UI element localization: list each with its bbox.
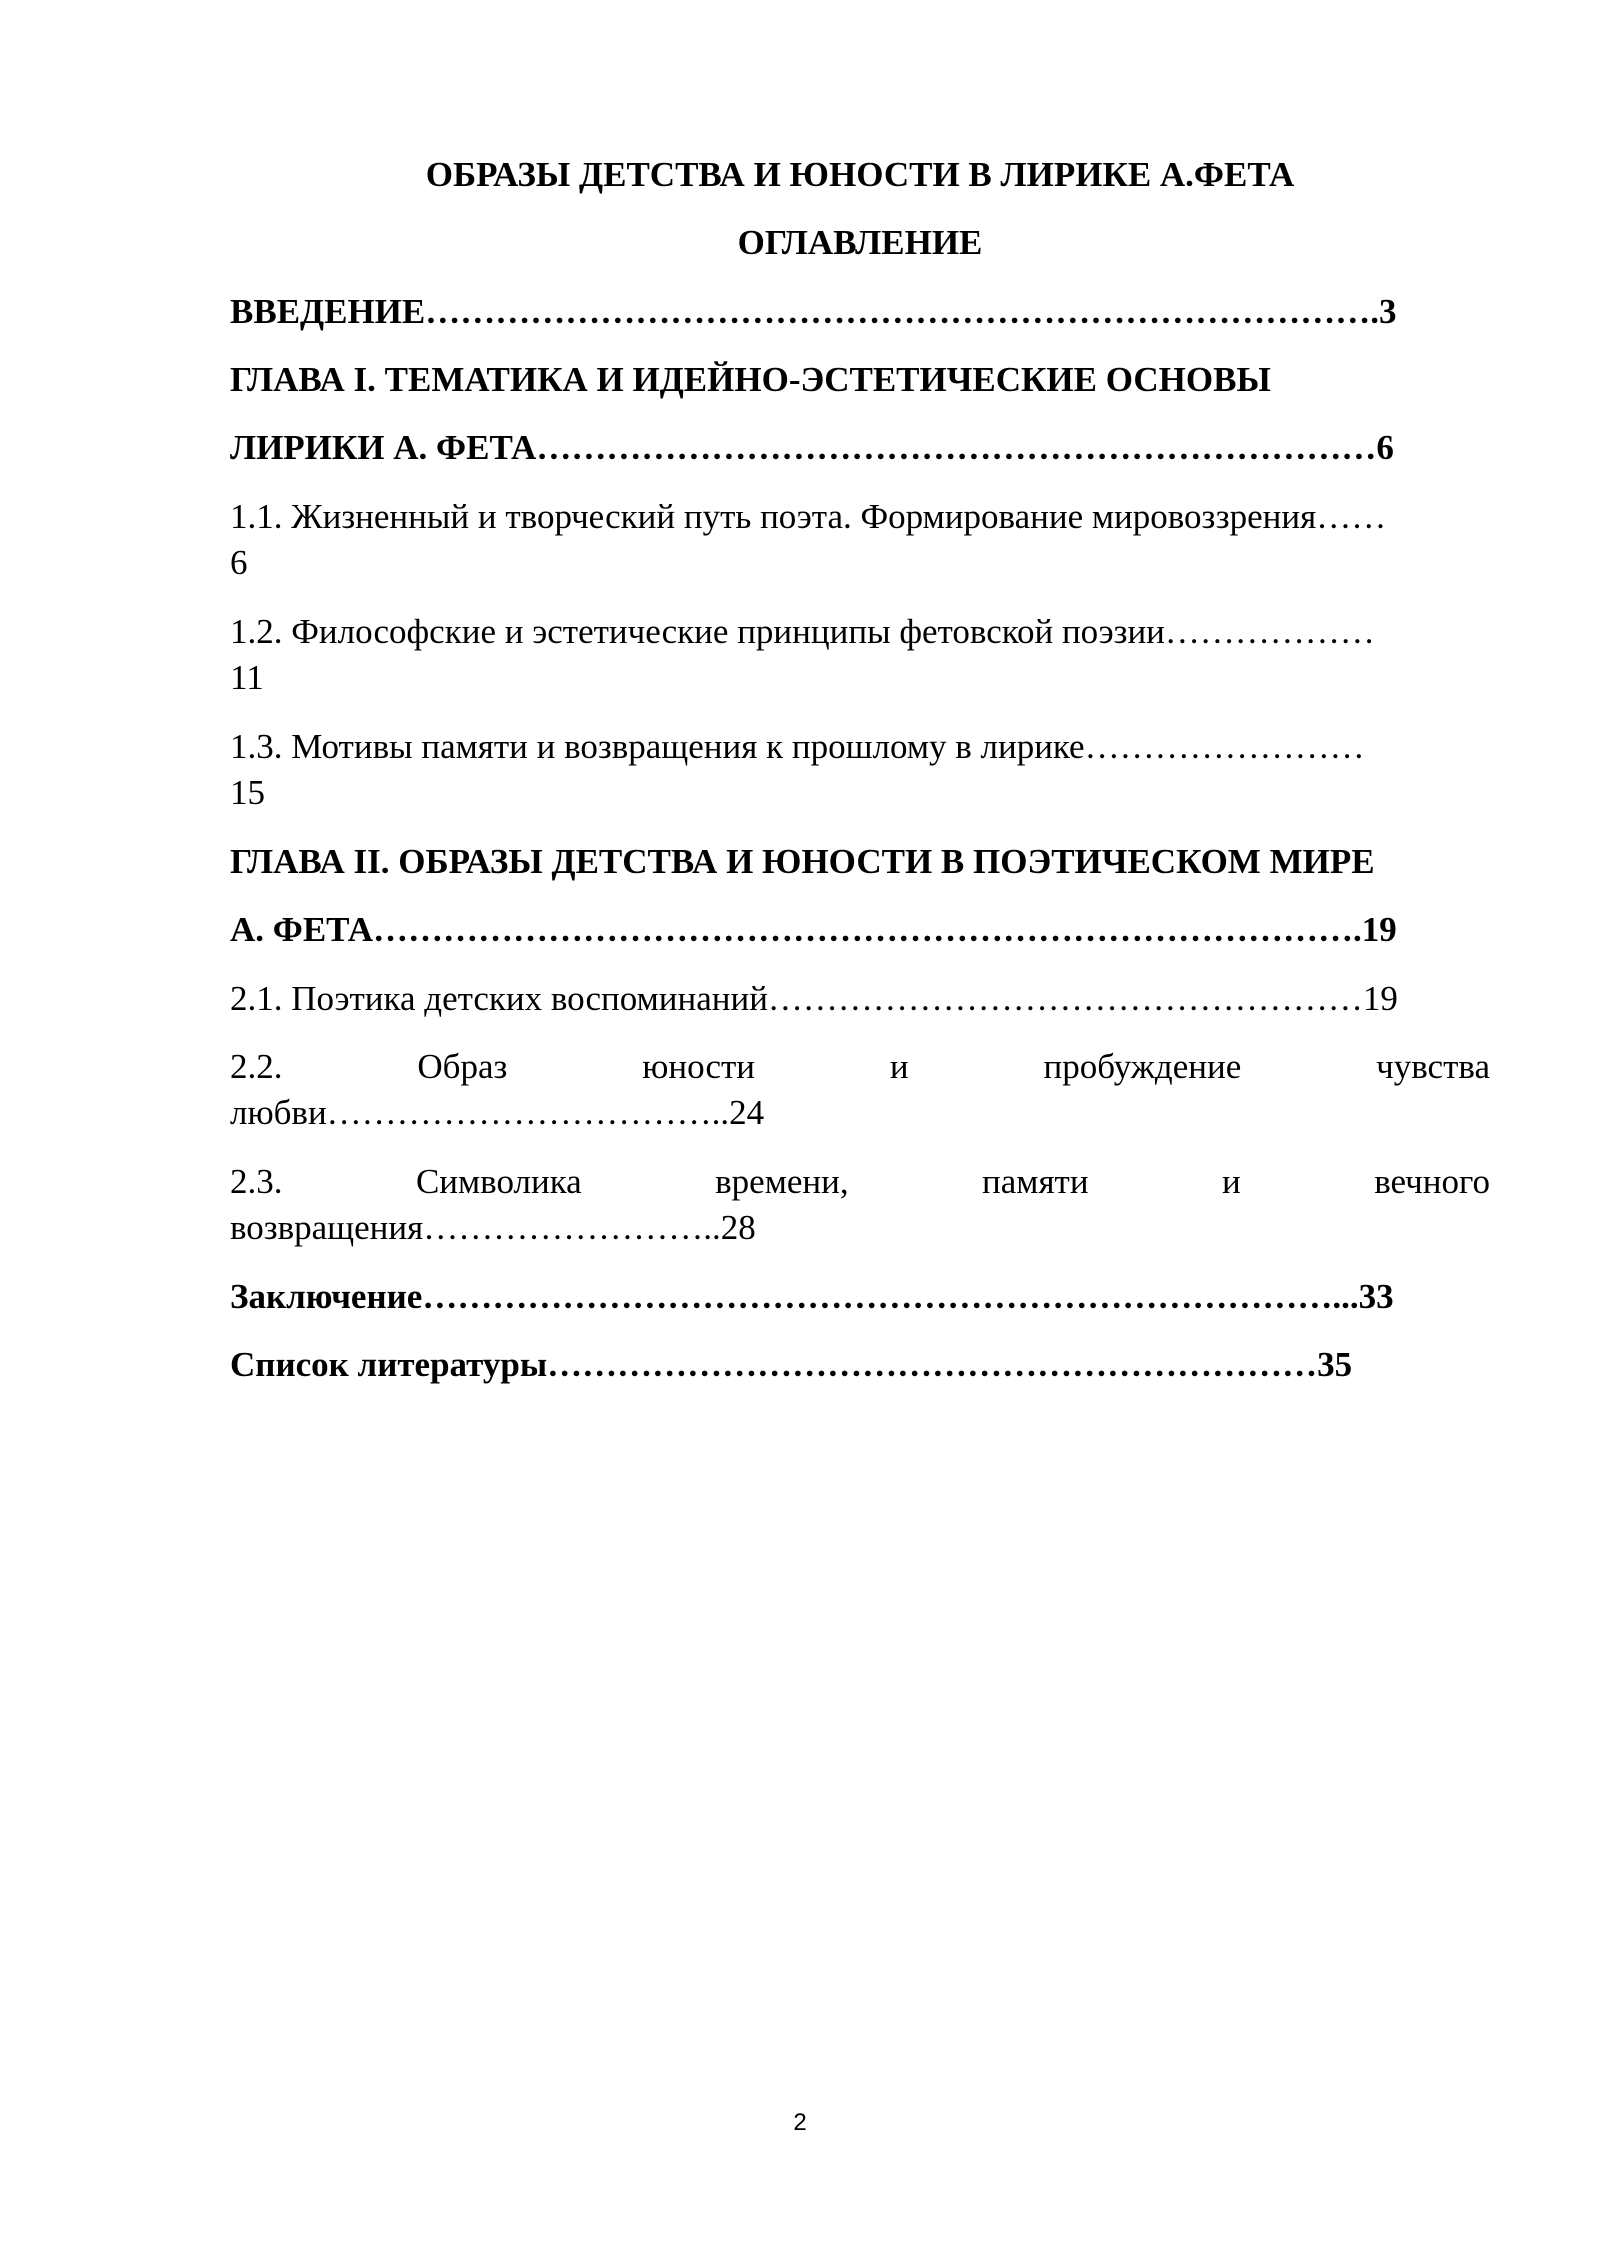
toc-references: Список литературы…………………………………………………………35 — [230, 1345, 1353, 1384]
toc-chapter-2-line-2: А. ФЕТА………………………………………………………………………….19 — [230, 910, 1397, 949]
toc-section-1-3-line-1: 1.3. Мотивы памяти и возвращения к прошлому в лирике…………………… — [230, 727, 1365, 766]
toc-section-2-2-line-2: любви……………………………..24 — [230, 1093, 765, 1132]
toc-section-2-2-text: 2.2. Образ юности и пробуждение чувства — [230, 1047, 1490, 1086]
toc-section-1-2-line-1: 1.2. Философские и эстетические принципы фетовской поэзии……………… — [230, 612, 1375, 651]
toc-section-1-3-page: 15 — [230, 773, 265, 812]
toc-chapter-1-line-1: ГЛАВА I. ТЕМАТИКА И ИДЕЙНО-ЭСТЕТИЧЕСКИЕ ОСНОВЫ — [230, 360, 1271, 399]
toc-section-2-1: 2.1. Поэтика детских воспоминаний……………………………………………19 — [230, 979, 1398, 1018]
toc-section-2-3-line-1 — [230, 1159, 1490, 1205]
toc-introduction: ВВЕДЕНИЕ……………………………………………………………………….3 — [230, 292, 1397, 331]
toc-section-1-2-page: 11 — [230, 658, 264, 697]
toc-section-1-1-page: 6 — [230, 543, 248, 582]
toc-section-2-2-line-1 — [230, 1044, 1490, 1090]
toc-chapter-2-line-1: ГЛАВА II. ОБРАЗЫ ДЕТСТВА И ЮНОСТИ В ПОЭТИЧЕСКОМ МИРЕ — [230, 842, 1375, 881]
toc-heading: ОГЛАВЛЕНИЕ — [737, 223, 983, 262]
toc-section-2-3-line-2: возвращения……………………..28 — [230, 1208, 756, 1247]
toc-section-2-3-text: 2.3. Символика времени, памяти и вечного — [230, 1162, 1490, 1201]
toc-section-1-1-line-1: 1.1. Жизненный и творческий путь поэта. Формирование мировоззрения…… — [230, 497, 1387, 536]
document-title: ОБРАЗЫ ДЕТСТВА И ЮНОСТИ В ЛИРИКЕ А.ФЕТА — [425, 155, 1295, 194]
toc-conclusion: Заключение……………………………………………………………………...33 — [230, 1277, 1394, 1316]
toc-chapter-1-line-2: ЛИРИКИ А. ФЕТА………………………………………………………………6 — [230, 428, 1394, 467]
page-number: 2 — [793, 2109, 807, 2136]
